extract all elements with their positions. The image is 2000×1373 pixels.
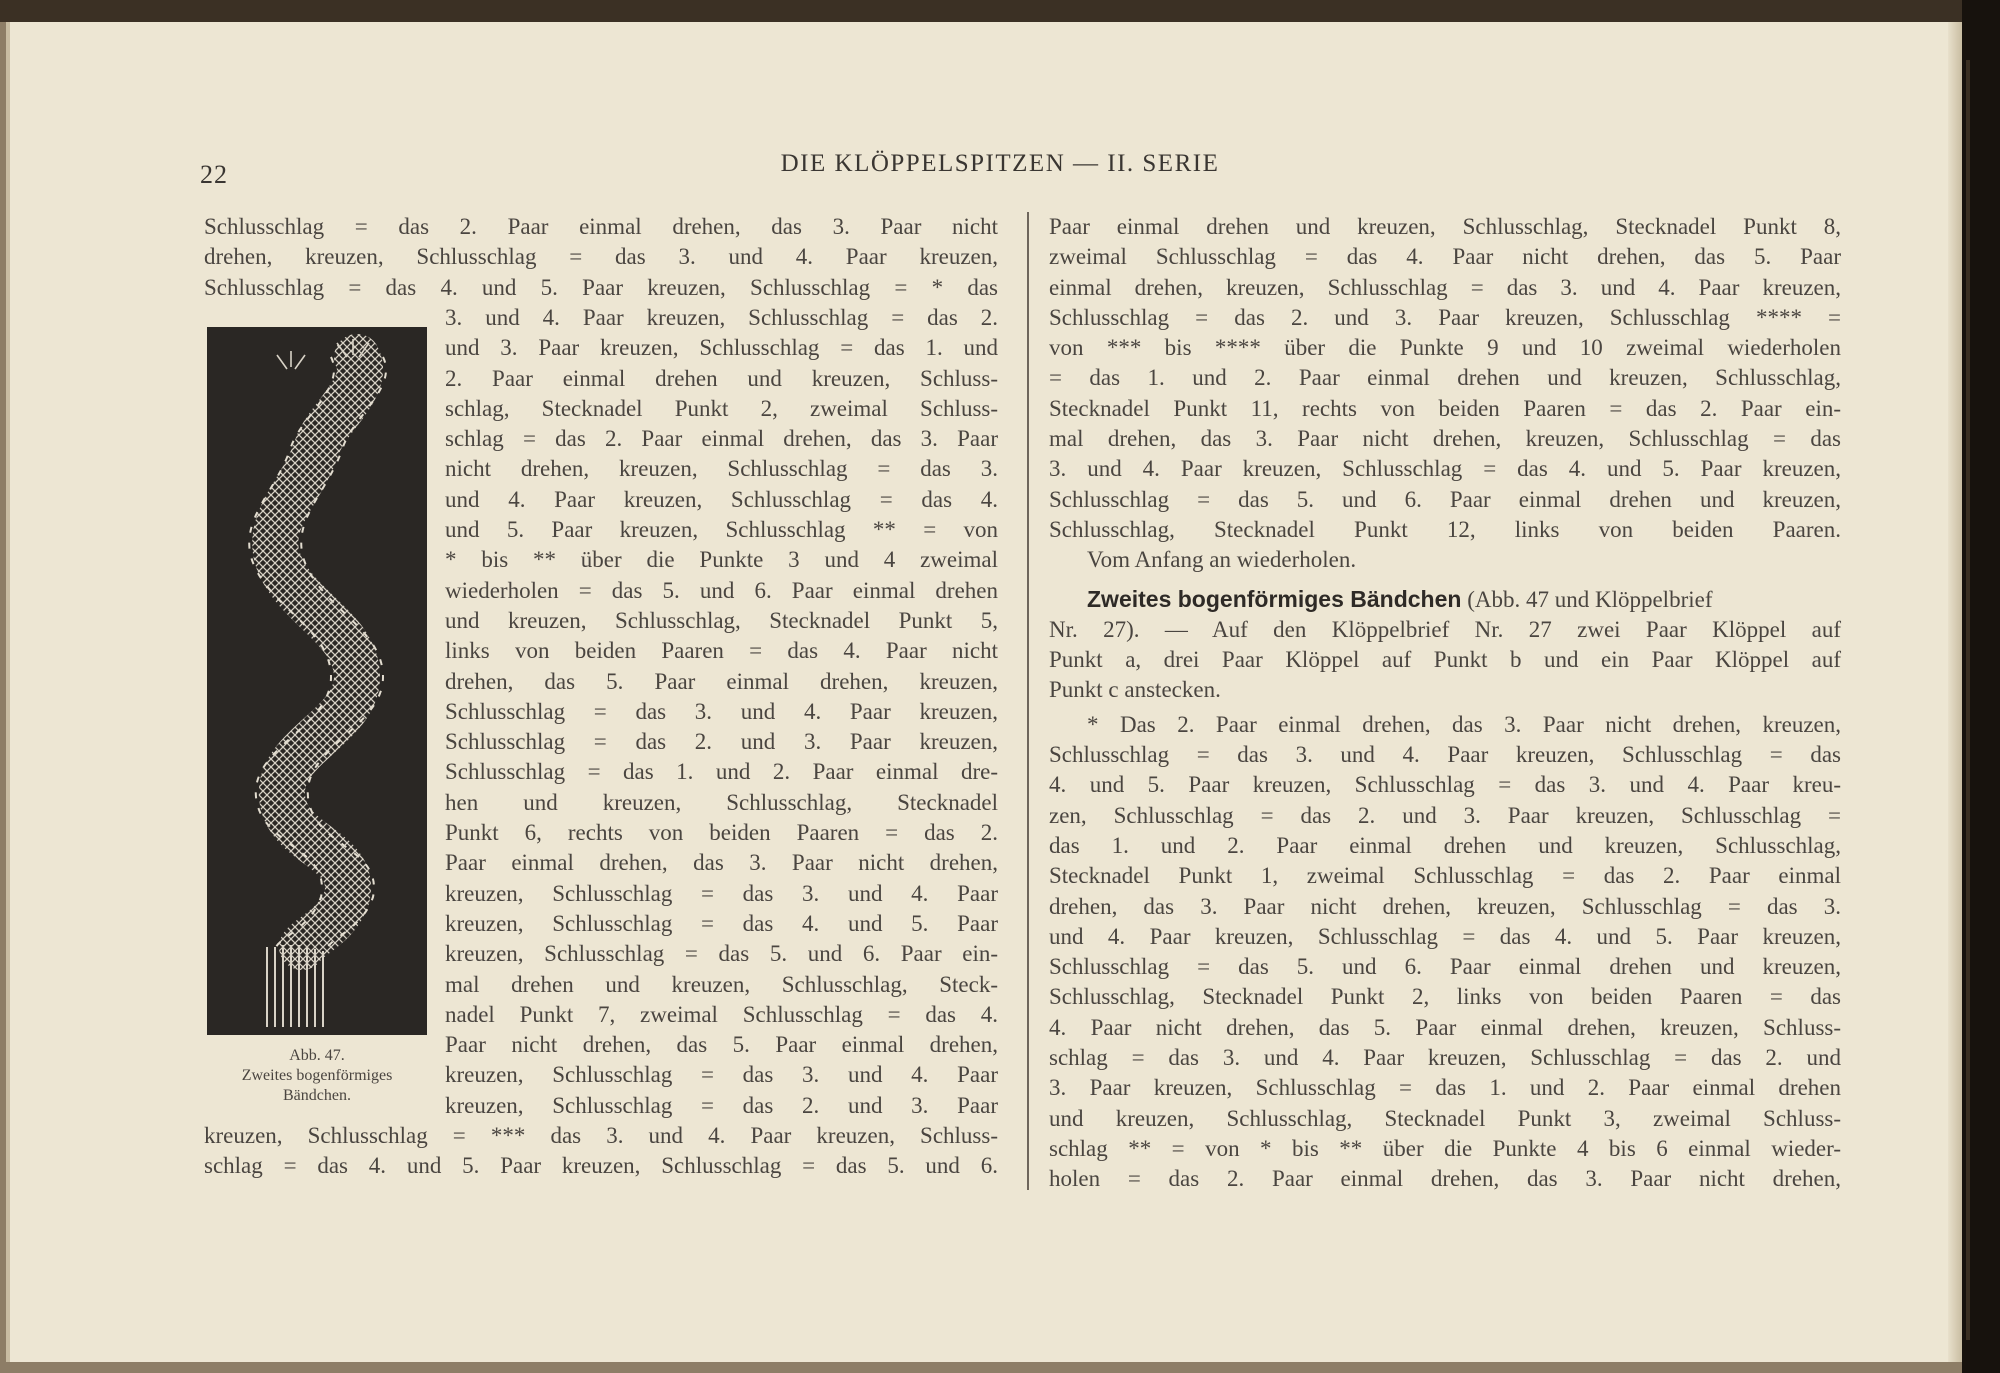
text-line: Stecknadel Punkt 1, zweimal Schlusschlag = das 2. Paar einmal [1049,863,1841,889]
text-line: * bis ** über die Punkte 3 und 4 zweimal [445,547,998,573]
text-line: Schlusschlag = das 2. Paar einmal drehen, das 3. Paar nicht [204,214,998,239]
text-line: 4. Paar nicht drehen, das 5. Paar einmal drehen, kreuzen, Schluss- [1049,1014,1841,1040]
lace-band-drawing [207,327,427,1035]
section-heading: Zweites bogenförmiges Bändchen [1087,585,1462,612]
text-line: Schlusschlag = das 5. und 6. Paar einmal drehen und kreuzen, [1049,954,1841,980]
text-line: 3. und 4. Paar kreuzen, Schlusschlag = das 2. [445,305,998,330]
text-line: schlag = das 2. Paar einmal drehen, das 3. Paar [445,426,998,452]
text-line: 3. und 4. Paar kreuzen, Schlusschlag = das 4. und 5. Paar kreuzen, [1049,456,1841,482]
text-line: kreuzen, Schlusschlag = das 4. und 5. Paar [445,910,998,936]
text-line: Paar nicht drehen, das 5. Paar einmal drehen, [445,1032,998,1058]
right-column [1049,212,1841,1195]
text-line: holen = das 2. Paar einmal drehen, das 3. Paar nicht drehen, [1049,1166,1841,1192]
left-column-top [204,212,998,303]
restart-line: Vom Anfang an wiederholen. [1087,547,1357,573]
scan-right-edge [1962,0,2000,1373]
text-line: nicht drehen, kreuzen, Schlusschlag = das 3. [445,456,998,482]
text-line: Schlusschlag, Stecknadel Punkt 12, links von beiden Paaren. [1049,516,1841,542]
text-line: Schlusschlag = das 5. und 6. Paar einmal drehen und kreuzen, [1049,486,1841,512]
text-line: 3. Paar kreuzen, Schlusschlag = das 1. und 2. Paar einmal drehen [1049,1075,1841,1101]
figure-caption [200,1046,434,1106]
text-line: mal drehen und kreuzen, Schlusschlag, Steck- [445,971,998,997]
text-line: schlag, Stecknadel Punkt 2, zweimal Schluss- [445,395,998,421]
text-line: Schlusschlag = das 4. und 5. Paar kreuzen, Schlusschlag = * das [204,274,998,300]
scan-top-edge [0,0,1962,22]
text-line: drehen, das 5. Paar einmal drehen, kreuzen, [445,668,998,694]
text-line: Stecknadel Punkt 11, rechts von beiden Paaren = das 2. Paar ein- [1049,395,1841,421]
text-line: zweimal Schlusschlag = das 4. Paar nicht drehen, das 5. Paar [1049,244,1841,270]
text-line: Punkt c anstecken. [1049,677,1221,703]
text-line: kreuzen, Schlusschlag = das 5. und 6. Paar ein- [445,941,998,967]
text-line: einmal drehen, kreuzen, Schlusschlag = das 3. und 4. Paar kreuzen, [1049,274,1841,300]
text-line: Schlusschlag = das 3. und 4. Paar kreuzen, Schlusschlag = das [1049,742,1841,768]
caption-title-end: Bändchen. [283,1087,351,1104]
caption-title: Zweites bogenförmiges [241,1067,393,1084]
caption-label: Abb. 47. [289,1047,345,1064]
left-column-beside-figure [445,303,998,1121]
text-line: 4. und 5. Paar kreuzen, Schlusschlag = das 3. und 4. Paar kreu- [1049,772,1841,798]
text-line: = das 1. und 2. Paar einmal drehen und kreuzen, Schlusschlag, [1049,365,1841,391]
text-line: und 5. Paar kreuzen, Schlusschlag ** = von [445,517,998,543]
text-line: Schlusschlag = das 2. und 3. Paar kreuzen, [445,729,998,755]
text-line: Schlusschlag, Stecknadel Punkt 2, links von beiden Paaren = das [1049,984,1841,1010]
text-line: (Abb. 47 und Klöppelbrief [1461,586,1713,612]
text-line: Nr. 27). — Auf den Klöppelbrief Nr. 27 zwei Paar Klöppel auf [1049,616,1841,642]
text-line: mal drehen, das 3. Paar nicht drehen, kreuzen, Schlusschlag = das [1049,426,1841,452]
text-line: und 4. Paar kreuzen, Schlusschlag = das 4. [445,486,998,512]
text-line: hen und kreuzen, Schlusschlag, Stecknadel [445,789,998,815]
text-line: schlag = das 4. und 5. Paar kreuzen, Schlusschlag = das 5. und 6. [204,1153,998,1179]
text-line: und 4. Paar kreuzen, Schlusschlag = das 4. und 5. Paar kreuzen, [1049,923,1841,949]
text-line: 2. Paar einmal drehen und kreuzen, Schluss- [445,365,998,391]
text-line: kreuzen, Schlusschlag = das 2. und 3. Paar [445,1092,998,1118]
text-line: kreuzen, Schlusschlag = *** das 3. und 4. Paar kreuzen, Schluss- [204,1123,998,1148]
text-line: und kreuzen, Schlusschlag, Stecknadel Punkt 5, [445,607,998,633]
page-gutter-shadow [1948,22,1962,1362]
left-column-bottom [204,1121,998,1182]
text-line: zen, Schlusschlag = das 2. und 3. Paar kreuzen, Schlusschlag = [1049,802,1841,828]
section-heading-line [1049,584,1841,615]
text-line: Paar einmal drehen, das 3. Paar nicht drehen, [445,850,998,876]
text-line: das 1. und 2. Paar einmal drehen und kreuzen, Schlusschlag, [1049,832,1841,858]
text-line: Schlusschlag = das 1. und 2. Paar einmal dre- [445,759,998,785]
text-line: wiederholen = das 5. und 6. Paar einmal drehen [445,577,998,603]
text-line: Punkt 6, rechts von beiden Paaren = das 2. [445,820,998,846]
column-divider [1027,212,1029,1190]
text-line: * Das 2. Paar einmal drehen, das 3. Paar nicht drehen, kreuzen, [1087,711,1841,737]
running-head: DIE KLÖPPELSPITZEN — II. SERIE [780,150,1220,177]
text-line: Schlusschlag = das 3. und 4. Paar kreuzen, [445,698,998,724]
text-line: schlag = das 3. und 4. Paar kreuzen, Schlusschlag = das 2. und [1049,1045,1841,1071]
text-line: links von beiden Paaren = das 4. Paar nicht [445,638,998,664]
text-line: drehen, das 3. Paar nicht drehen, kreuzen, Schlusschlag = das 3. [1049,893,1841,919]
text-line: von *** bis **** über die Punkte 9 und 10 zweimal wiederholen [1049,335,1841,361]
text-line: schlag ** = von * bis ** über die Punkte 4 bis 6 einmal wieder- [1049,1135,1841,1161]
text-line: drehen, kreuzen, Schlusschlag = das 3. und 4. Paar kreuzen, [204,244,998,270]
text-line: und kreuzen, Schlusschlag, Stecknadel Punkt 3, zweimal Schluss- [1049,1105,1841,1131]
text-line: und 3. Paar kreuzen, Schlusschlag = das 1. und [445,335,998,361]
page-number: 22 [200,160,228,189]
text-line: Schlusschlag = das 2. und 3. Paar kreuzen, Schlusschlag **** = [1049,304,1841,330]
text-line: kreuzen, Schlusschlag = das 3. und 4. Paar [445,1062,998,1088]
text-line: Punkt a, drei Paar Klöppel auf Punkt b und ein Paar Klöppel auf [1049,647,1841,673]
lace-figure-image [207,327,427,1035]
text-line: Paar einmal drehen und kreuzen, Schlusschlag, Stecknadel Punkt 8, [1049,214,1841,239]
text-line: kreuzen, Schlusschlag = das 3. und 4. Paar [445,880,998,906]
text-line: nadel Punkt 7, zweimal Schlusschlag = das 4. [445,1001,998,1027]
